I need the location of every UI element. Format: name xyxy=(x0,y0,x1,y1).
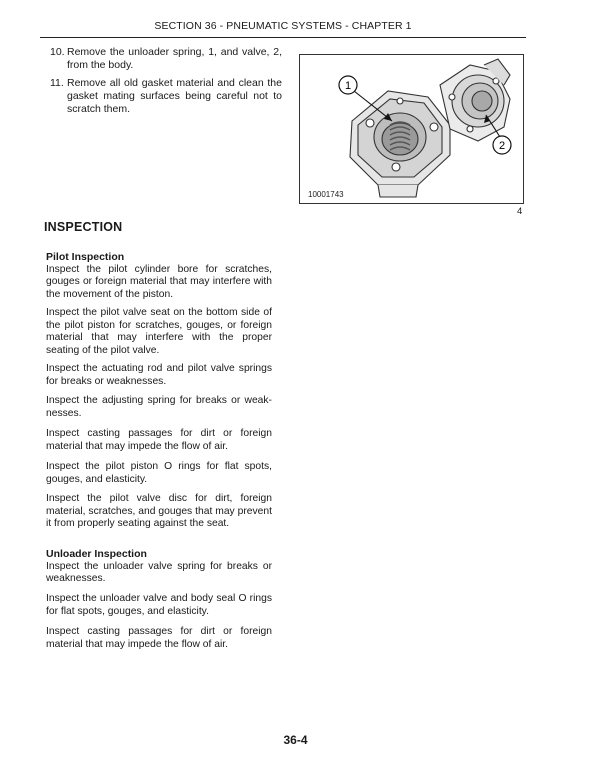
paragraph: Inspect the pilot piston O rings for flat spots, gouges, and elasticity. xyxy=(46,461,272,485)
callout-2 xyxy=(493,136,511,154)
callout-1 xyxy=(339,76,357,94)
paragraph: Inspect the pilot cylinder bore for scratches, gouges or foreign material that may interfere with the movement of the piston. xyxy=(46,263,272,300)
figure-number: 4 xyxy=(517,206,523,217)
paragraph-block xyxy=(46,307,272,357)
step-11 xyxy=(50,77,282,116)
figure-id: 10001743 xyxy=(308,190,344,199)
paragraph-block xyxy=(46,493,272,531)
paragraph-block xyxy=(46,626,272,651)
step-number: 11. xyxy=(50,77,64,89)
paragraph: Inspect the adjusting spring for breaks or weak-nesses. xyxy=(46,395,272,419)
paragraph: Inspect the pilot valve disc for dirt, foreign material, scratches, and gouges that may prevent it from properly seating against the seat. xyxy=(46,493,272,529)
section-header: SECTION 36 - PNEUMATIC SYSTEMS - CHAPTER 1 xyxy=(154,20,412,32)
unloader-inspection-title: Unloader Inspection xyxy=(46,548,147,560)
paragraph: Inspect the unloader valve and body seal O rings for flat spots, gouges, and elasticity. xyxy=(46,593,272,617)
unloader-inspection-title-block xyxy=(46,548,272,586)
paragraph: Inspect the pilot valve seat on the bottom side of the pilot piston for scratches, gouges, or foreign material that may interfere with the proper seating of the pilot valve. xyxy=(46,307,272,356)
step-10 xyxy=(50,46,282,72)
paragraph-block xyxy=(46,363,272,388)
figure-illustration xyxy=(299,54,524,204)
step-number: 10. xyxy=(50,46,65,58)
paragraph: Inspect casting passages for dirt or foreign material that may impede the flow of air. xyxy=(46,626,272,650)
paragraph: Inspect casting passages for dirt or foreign material that may impede the flow of air. xyxy=(46,428,272,452)
paragraph-block xyxy=(46,593,272,618)
procedure-steps xyxy=(50,46,282,121)
svg-text:1: 1 xyxy=(344,80,352,92)
header-rule xyxy=(40,37,526,38)
step-text: Remove all old gasket material and clean the gasket mating surfaces being careful not to scratch them. xyxy=(67,77,282,115)
paragraph: Inspect the unloader valve spring for breaks or weaknesses. xyxy=(46,560,272,584)
pilot-inspection-title: Pilot Inspection xyxy=(46,251,125,263)
pilot-inspection-title-block xyxy=(46,251,272,301)
paragraph: Inspect the actuating rod and pilot valve springs for breaks or weaknesses. xyxy=(46,363,272,387)
paragraph-block xyxy=(46,395,272,420)
page-number: 36-4 xyxy=(283,733,308,747)
paragraph-block xyxy=(46,461,272,486)
inspection-heading: INSPECTION xyxy=(44,220,123,234)
svg-text:2: 2 xyxy=(498,140,506,152)
paragraph-block xyxy=(46,428,272,453)
valve-body-illustration xyxy=(300,55,523,203)
step-text: Remove the unloader spring, 1, and valve, 2, from the body. xyxy=(67,46,282,71)
